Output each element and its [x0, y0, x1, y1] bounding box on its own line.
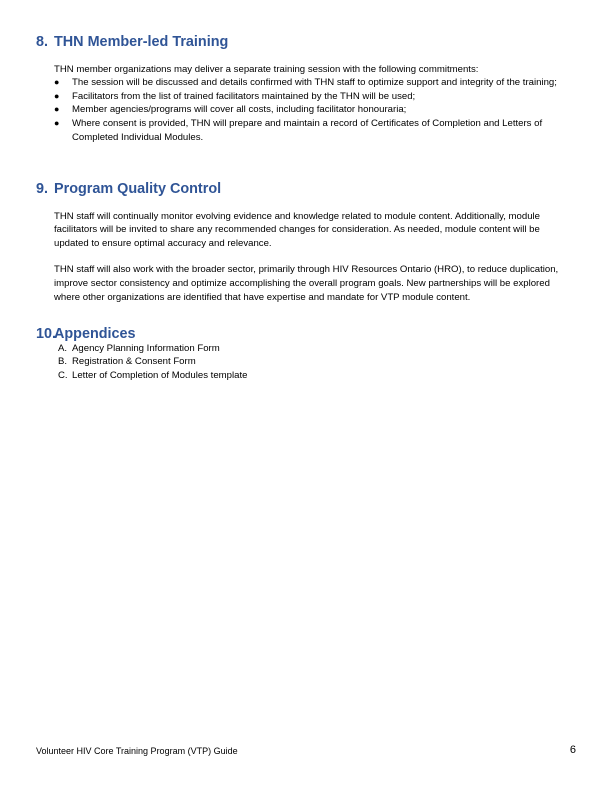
section-number: 8. — [36, 34, 49, 50]
section-member-led-training — [36, 36, 576, 144]
list-item: A. Agency Planning Information Form — [58, 342, 220, 354]
list-item: C. Letter of Completion of Modules template — [58, 369, 248, 381]
appendices-list — [36, 342, 576, 383]
section-number: 9. — [36, 181, 49, 197]
commitments-list — [54, 76, 576, 144]
list-item: ● Member agencies/programs will cover all costs, including facilitator honouraria; — [54, 104, 407, 116]
section-intro: THN member organizations may deliver a separate training session with the following commitments: — [54, 63, 479, 75]
section-heading — [36, 328, 576, 342]
paragraph: THN staff will also work with the broader sector, primarily through HIV Resources Ontario (HRO), to reduce duplication, improve sector consistency and optimize accomplishing the overall program goals. New partnerships will be explored where other organizations are identified that have expertise and mandate for VTP module content. — [54, 264, 559, 303]
section-title: Program Quality Control — [54, 181, 222, 197]
section-title: THN Member-led Training — [54, 34, 229, 50]
bullet-icon: ● — [54, 117, 60, 128]
list-item: ● Facilitators from the list of trained facilitators maintained by the THN will be used; — [54, 90, 416, 102]
section-heading — [36, 36, 576, 50]
section-number: 10. — [36, 326, 57, 342]
footer-page-number: 6 — [569, 744, 576, 756]
list-item: B. Registration & Consent Form — [58, 356, 196, 368]
bullet-icon: ● — [54, 104, 60, 115]
footer-doc-title: Volunteer HIV Core Training Program (VTP) Guide — [36, 746, 238, 756]
bullet-icon: ● — [54, 77, 60, 88]
section-title: Appendices — [54, 326, 136, 342]
section-heading — [36, 183, 576, 197]
section-program-quality-control — [36, 183, 576, 304]
paragraph: THN staff will continually monitor evolving evidence and knowledge related to module content. Additionally, module facilitators will be invited to share any recommended changes for consideration. As needed, module content will be updated to ensure optimal accuracy and relevance. — [54, 210, 541, 249]
list-item: ● The session will be discussed and details confirmed with THN staff to optimize support and integrity of the training; — [54, 77, 557, 89]
list-item: ● Where consent is provided, THN will prepare and maintain a record of Certificates of Completion and Letters of Completed Individual Modules. — [54, 117, 543, 143]
section-appendices — [36, 328, 576, 382]
bullet-icon: ● — [54, 90, 60, 101]
